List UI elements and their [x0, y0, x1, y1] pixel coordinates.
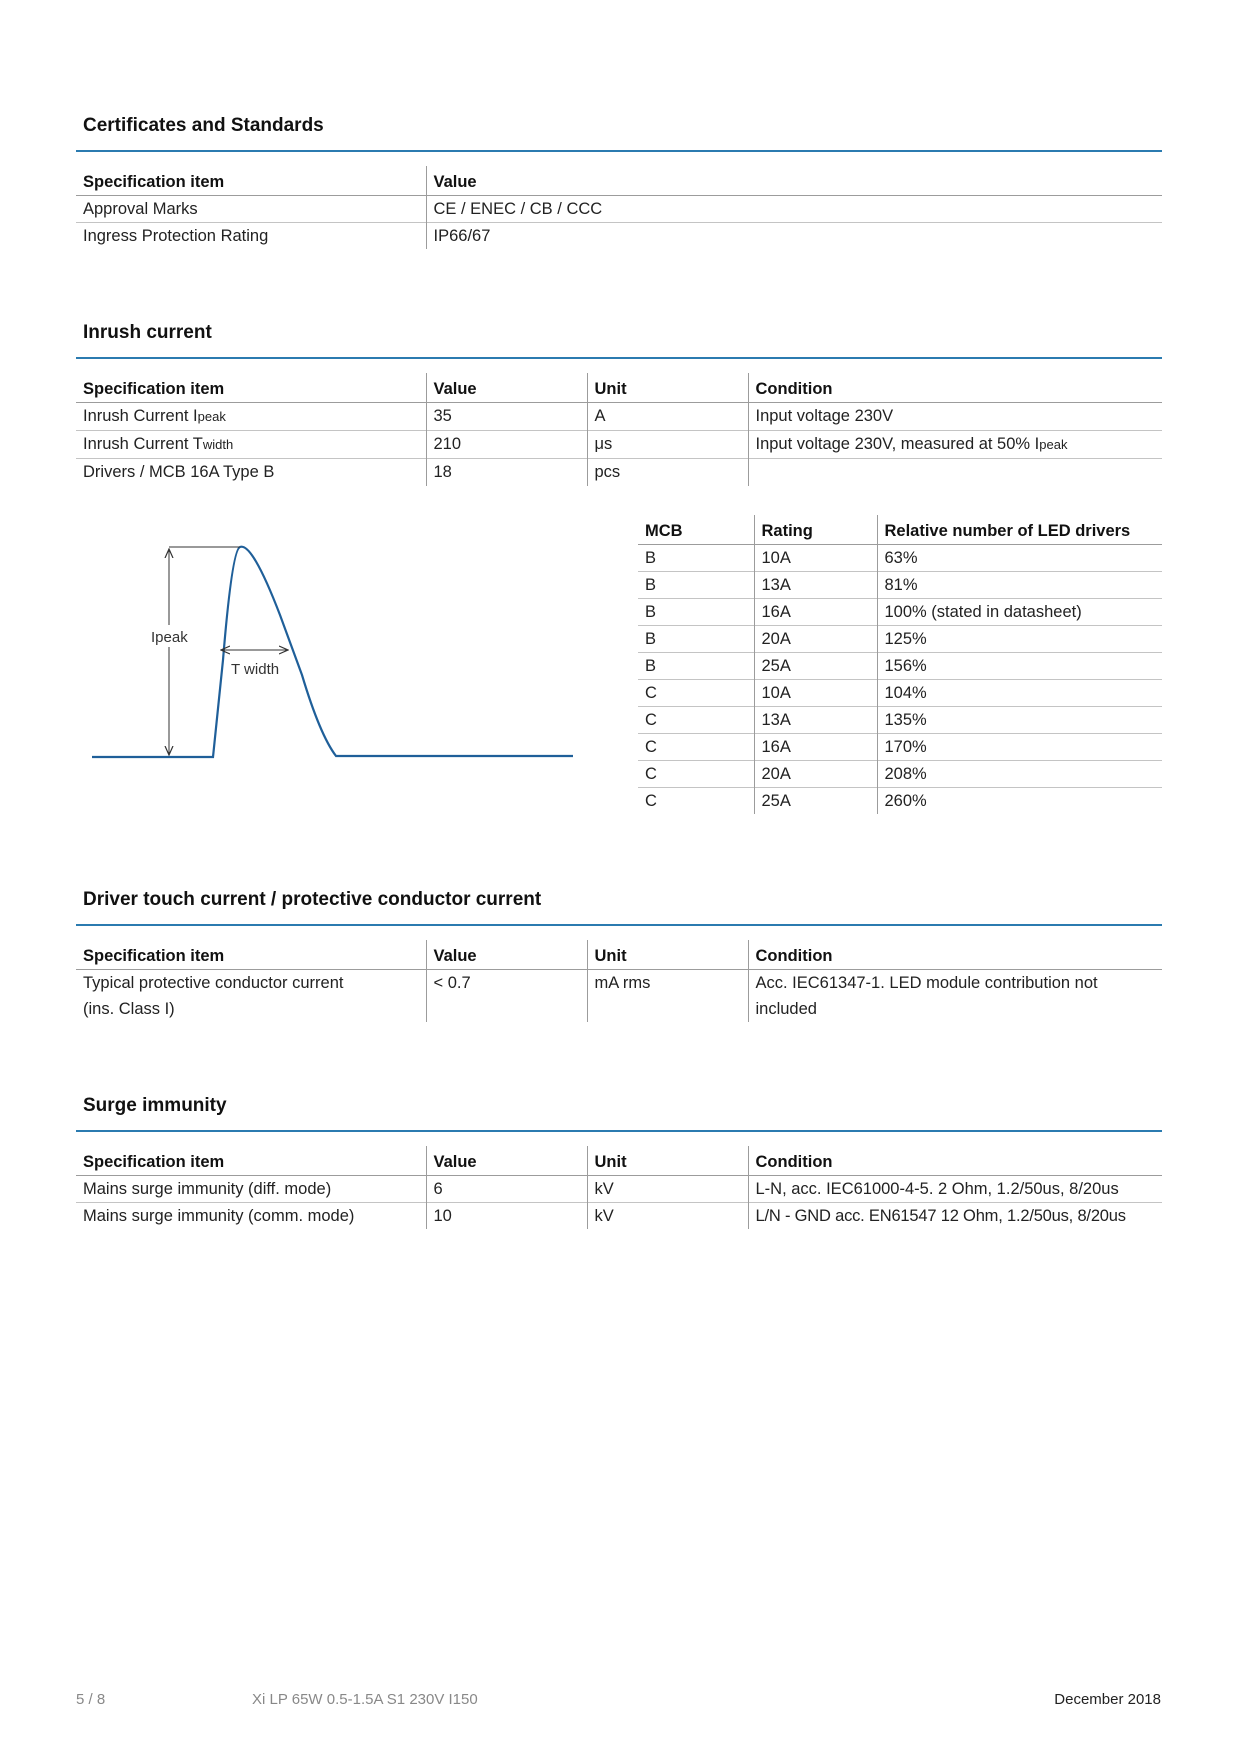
spec-unit: kV	[587, 1203, 748, 1230]
footer-product-name: Xi LP 65W 0.5-1.5A S1 230V I150	[252, 1691, 478, 1708]
inrush-waveform-diagram	[80, 530, 580, 770]
spec-condition: Input voltage 230V	[748, 403, 1162, 431]
spec-value: CE / ENEC / CB / CCC	[426, 196, 1162, 223]
table-row	[76, 223, 1162, 250]
spec-item: Mains surge immunity (diff. mode)	[83, 1180, 332, 1198]
mcb-relative: 81%	[877, 572, 1162, 599]
mcb-type: C	[645, 765, 657, 783]
mcb-relative: 63%	[877, 545, 1162, 572]
table-row	[638, 626, 1162, 653]
section-rule	[76, 357, 1162, 359]
mcb-rating: 16A	[754, 599, 877, 626]
header-spec-item: Specification item	[83, 947, 225, 965]
table-row	[638, 761, 1162, 788]
footer-date: December 2018	[1054, 1691, 1161, 1708]
header-condition: Condition	[748, 373, 1162, 403]
mcb-type: C	[645, 711, 657, 729]
header-mcb: MCB	[645, 522, 683, 540]
mcb-relative: 125%	[877, 626, 1162, 653]
spec-value: 6	[426, 1176, 587, 1203]
mcb-relative: 170%	[877, 734, 1162, 761]
mcb-relative: 260%	[877, 788, 1162, 815]
header-spec-item: Specification item	[83, 380, 225, 398]
spec-value: IP66/67	[426, 223, 1162, 250]
spec-condition	[748, 459, 1162, 487]
mcb-type: C	[645, 684, 657, 702]
spec-item: Typical protective conductor current (ins. Class I)	[83, 974, 344, 1018]
mcb-relative: 104%	[877, 680, 1162, 707]
table-row	[638, 734, 1162, 761]
mcb-rating: 25A	[754, 788, 877, 815]
table-header-row	[76, 1146, 1162, 1176]
mcb-table	[638, 515, 1162, 814]
table-row	[638, 599, 1162, 626]
mcb-type: B	[645, 657, 657, 675]
mcb-relative: 100% (stated in datasheet)	[877, 599, 1162, 626]
spec-unit: mA rms	[587, 970, 748, 1023]
table-row	[76, 431, 1162, 459]
mcb-rating: 10A	[754, 545, 877, 572]
spec-condition: L-N, acc. IEC61000-4-5. 2 Ohm, 1.2/50us, 8/20us	[748, 1176, 1162, 1203]
waveform-curve	[92, 547, 573, 757]
table-row	[638, 572, 1162, 599]
spec-unit: pcs	[587, 459, 748, 487]
header-unit: Unit	[587, 1146, 748, 1176]
table-row	[638, 680, 1162, 707]
mcb-type: B	[645, 549, 657, 567]
table-row	[76, 970, 1162, 1023]
spec-item: Approval Marks	[83, 200, 198, 218]
spec-condition: Input voltage 230V, measured at 50% Ipeak	[748, 431, 1162, 459]
spec-unit: μs	[587, 431, 748, 459]
spec-unit: kV	[587, 1176, 748, 1203]
spec-condition: L/N - GND acc. EN61547 12 Ohm, 1.2/50us, 8/20us	[748, 1203, 1162, 1230]
header-value: Value	[426, 373, 587, 403]
section-title-surge: Surge immunity	[83, 1095, 227, 1116]
inrush-table	[76, 373, 1162, 486]
table-header-row	[76, 373, 1162, 403]
mcb-rating: 10A	[754, 680, 877, 707]
spec-value: 18	[426, 459, 587, 487]
header-value: Value	[426, 1146, 587, 1176]
spec-item: Inrush Current Ipeak	[83, 407, 226, 425]
table-row	[638, 788, 1162, 815]
header-rating: Rating	[754, 515, 877, 545]
mcb-rating: 13A	[754, 707, 877, 734]
certificates-table	[76, 166, 1162, 249]
mcb-type: B	[645, 603, 657, 621]
mcb-rating: 25A	[754, 653, 877, 680]
table-row	[638, 707, 1162, 734]
touch-current-table	[76, 940, 1162, 1022]
section-title-touch-current: Driver touch current / protective conductor current	[83, 889, 542, 910]
mcb-type: B	[645, 576, 657, 594]
mcb-rating: 16A	[754, 734, 877, 761]
section-title-certificates: Certificates and Standards	[83, 115, 324, 136]
header-value: Value	[426, 166, 1162, 196]
mcb-rating: 20A	[754, 626, 877, 653]
header-unit: Unit	[587, 373, 748, 403]
header-spec-item: Specification item	[83, 1153, 225, 1171]
section-rule	[76, 1130, 1162, 1132]
header-spec-item: Specification item	[83, 173, 225, 191]
spec-item: Mains surge immunity (comm. mode)	[83, 1207, 355, 1225]
spec-condition: Acc. IEC61347-1. LED module contribution not included	[748, 970, 1162, 1023]
spec-unit: A	[587, 403, 748, 431]
table-row	[76, 196, 1162, 223]
section-rule	[76, 924, 1162, 926]
mcb-type: C	[645, 792, 657, 810]
mcb-type: B	[645, 630, 657, 648]
twidth-label: T width	[231, 661, 280, 678]
header-unit: Unit	[587, 940, 748, 970]
spec-item: Inrush Current Twidth	[83, 435, 234, 453]
header-condition: Condition	[748, 1146, 1162, 1176]
spec-item: Ingress Protection Rating	[83, 227, 269, 245]
table-row	[76, 459, 1162, 487]
mcb-rating: 20A	[754, 761, 877, 788]
table-row	[76, 1203, 1162, 1230]
mcb-relative: 135%	[877, 707, 1162, 734]
table-header-row	[638, 515, 1162, 545]
table-row	[638, 545, 1162, 572]
header-value: Value	[426, 940, 587, 970]
mcb-rating: 13A	[754, 572, 877, 599]
spec-value: 210	[426, 431, 587, 459]
table-row	[76, 403, 1162, 431]
ipeak-label: Ipeak	[151, 629, 188, 646]
header-relative-drivers: Relative number of LED drivers	[877, 515, 1162, 545]
section-rule	[76, 150, 1162, 152]
spec-value: 35	[426, 403, 587, 431]
spec-value: < 0.7	[426, 970, 587, 1023]
footer-page-number: 5 / 8	[76, 1691, 106, 1708]
section-title-inrush: Inrush current	[83, 322, 212, 343]
table-header-row	[76, 940, 1162, 970]
header-condition: Condition	[748, 940, 1162, 970]
mcb-type: C	[645, 738, 657, 756]
table-header-row	[76, 166, 1162, 196]
surge-table	[76, 1146, 1162, 1229]
mcb-relative: 156%	[877, 653, 1162, 680]
table-row	[638, 653, 1162, 680]
spec-item: Drivers / MCB 16A Type B	[83, 463, 275, 481]
table-row	[76, 1176, 1162, 1203]
mcb-relative: 208%	[877, 761, 1162, 788]
spec-value: 10	[426, 1203, 587, 1230]
